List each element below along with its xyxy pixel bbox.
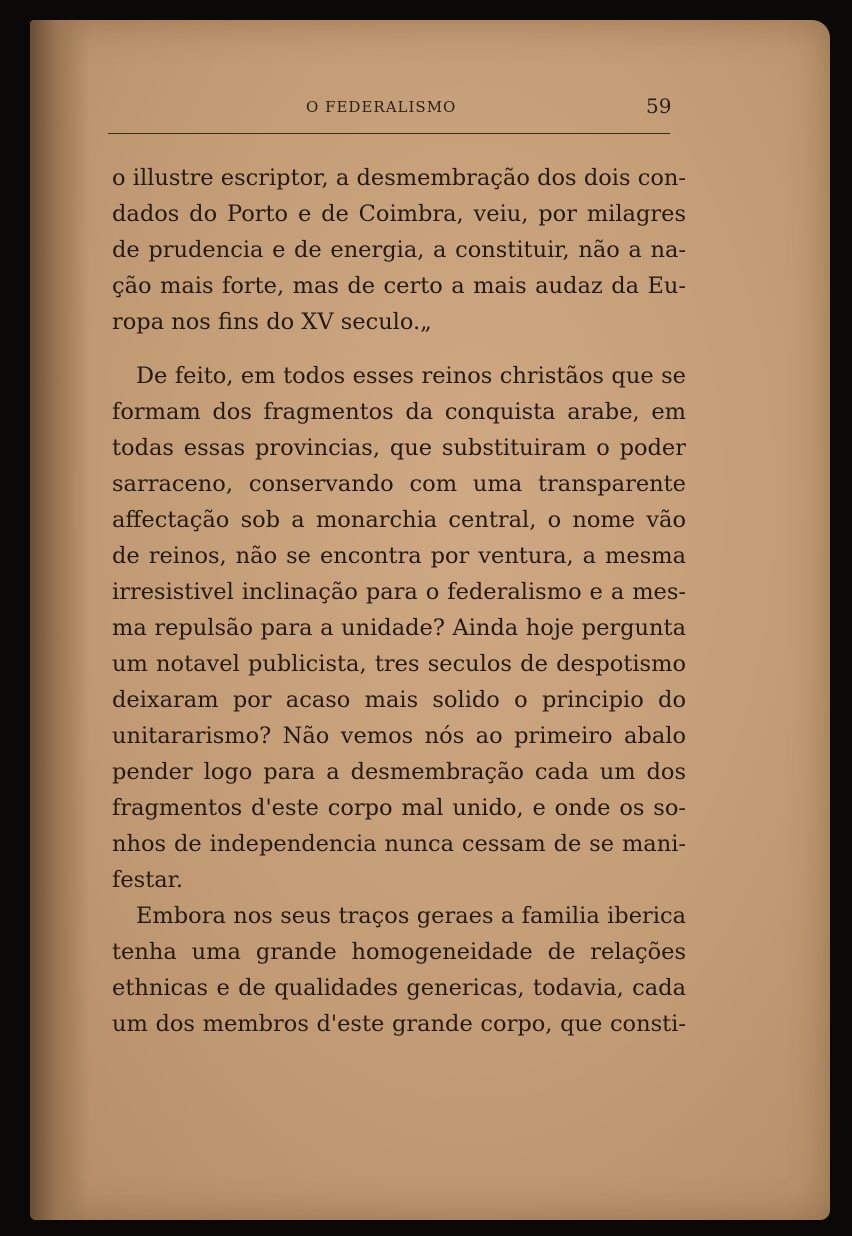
text-line: ethnicas e de qualidades genericas, todavia, cada [112,975,686,1001]
text-line: dados do Porto e de Coimbra, veiu, por milagres [112,201,686,227]
text-line: deixaram por acaso mais solido o principio do [112,687,686,713]
text-line: Embora nos seus traços geraes a familia iberica [136,903,686,929]
text-line: de prudencia e de energia, a constituir, não a na- [112,237,686,263]
paragraph-3 [112,898,686,1042]
text-line: ma repulsão para a unidade? Ainda hoje pergunta [112,615,686,641]
header-rule [108,133,670,134]
text-line: nhos de independencia nunca cessam de se mani- [112,831,686,857]
text-line: unitararismo? Não vemos nós ao primeiro abalo [112,723,686,749]
text-line: de reinos, não se encontra por ventura, a mesma [112,543,686,569]
page-number: 59 [646,94,672,118]
text-line: De feito, em todos esses reinos christãos que se [136,363,686,389]
page-body [112,160,686,1042]
paragraph-2 [112,358,686,898]
text-line: ropa nos fins do XV seculo.„ [112,309,432,335]
book-gutter [30,20,90,1220]
text-line: pender logo para a desmembração cada um dos [112,759,686,785]
text-line: sarraceno, conservando com uma transparente [112,471,686,497]
text-line: todas essas provincias, que substituiram o poder [112,435,686,461]
text-line: ção mais forte, mas de certo a mais audaz da Eu- [112,273,686,299]
text-line: festar. [112,867,184,893]
text-line: fragmentos d'este corpo mal unido, e onde os so- [112,795,686,821]
page-header [108,96,678,126]
text-line: um notavel publicista, tres seculos de despotismo [112,651,686,677]
text-line: tenha uma grande homogeneidade de relações [112,939,686,965]
text-line: affectação sob a monarchia central, o nome vão [112,507,686,533]
running-title: O FEDERALISMO [306,98,457,116]
text-line: o illustre escriptor, a desmembração dos dois con- [112,165,686,191]
paragraph-gap [112,340,686,358]
paragraph-1 [112,160,686,340]
text-line: formam dos fragmentos da conquista arabe, em [112,399,686,425]
text-line: irresistivel inclinação para o federalismo e a mes- [112,579,686,605]
text-line: um dos membros d'este grande corpo, que consti- [112,1011,686,1037]
